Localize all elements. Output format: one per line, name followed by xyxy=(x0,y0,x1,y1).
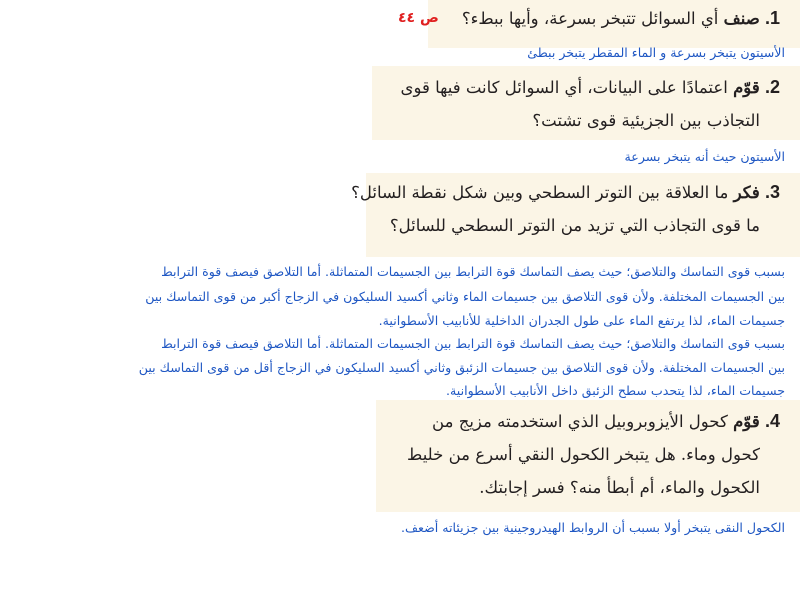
question-2-number: 2. xyxy=(764,77,780,97)
question-2-body-line-1: اعتمادًا على البيانات، أي السوائل كانت فيها قوى xyxy=(400,78,728,97)
answer-3-line-1: بسبب قوى التماسك والتلاصق؛ حيث يصف التماسك قوة الترابط بين الجسيمات المتماثلة. أما التلاصق فيصف قوة الترابط xyxy=(161,264,785,279)
page-reference: ص ٤٤ xyxy=(398,10,439,26)
question-3-body-line-1: ما العلاقة بين التوتر السطحي وبين شكل نقطة السائل؟ xyxy=(351,183,729,202)
question-1-text xyxy=(462,8,780,29)
question-4-number: 4. xyxy=(764,411,780,431)
answer-3-line-2: بين الجسيمات المختلفة. ولأن قوى التلاصق بين جسيمات الماء وثاني أكسيد السليكون في الزجاج أكبر من قوى التماسك بين xyxy=(145,289,785,304)
answer-3-line-4: بسبب قوى التماسك والتلاصق؛ حيث يصف التماسك قوة الترابط بين الجسيمات المتماثلة. أما التلاصق فيصف قوة الترابط xyxy=(161,336,785,351)
answer-3-line-5: بين الجسيمات المختلفة. ولأن قوى التلاصق بين جسيمات الزئبق وثاني أكسيد السليكون في الزجاج أقل من قوى التماسك بين xyxy=(138,360,785,375)
answer-2: الأسيتون حيث أنه يتبخر بسرعة xyxy=(624,149,785,164)
question-1-number: 1. xyxy=(764,8,780,28)
answer-3-line-6: جسيمات الماء، لذا يتحدب سطح الزئبق داخل الأنابيب الأسطوانية. xyxy=(446,383,785,398)
answer-3-line-3: جسيمات الماء، لذا يرتفع الماء على طول الجدران الداخلية للأنابيب الأسطوانية. xyxy=(378,313,785,328)
question-3-line-2: ما قوى التجاذب التي تزيد من التوتر السطحي للسائل؟ xyxy=(389,216,760,235)
question-3-keyword: فكر xyxy=(733,183,760,202)
question-1-body: أي السوائل تتبخر بسرعة، وأيها ببطء؟ xyxy=(461,9,719,28)
question-4-line-2: كحول وماء. هل يتبخر الكحول النقي أسرع من خليط xyxy=(407,445,760,464)
answer-1: الأسيتون يتبخر بسرعة و الماء المقطر يتبخر ببطئ xyxy=(527,45,785,60)
question-3-number: 3. xyxy=(764,182,780,202)
question-2-keyword: قوّم xyxy=(733,78,760,97)
question-1-keyword: صنف xyxy=(723,9,760,28)
answer-4: الكحول النقى يتبخر أولا بسبب أن الروابط الهيدروجينية بين جزيئاته أضعف. xyxy=(400,520,785,535)
question-3-line-1 xyxy=(351,182,780,203)
question-4-body-line-1: كحول الأيزوبروبيل الذي استخدمته مزيج من xyxy=(432,412,728,431)
question-4-line-1 xyxy=(432,411,780,432)
question-2-line-2: التجاذب بين الجزيئية قوى تشتت؟ xyxy=(532,111,760,130)
question-2-line-1 xyxy=(401,77,780,98)
question-4-line-3: الكحول والماء، أم أبطأ منه؟ فسر إجابتك. xyxy=(479,478,760,497)
question-4-keyword: قوّم xyxy=(733,412,760,431)
